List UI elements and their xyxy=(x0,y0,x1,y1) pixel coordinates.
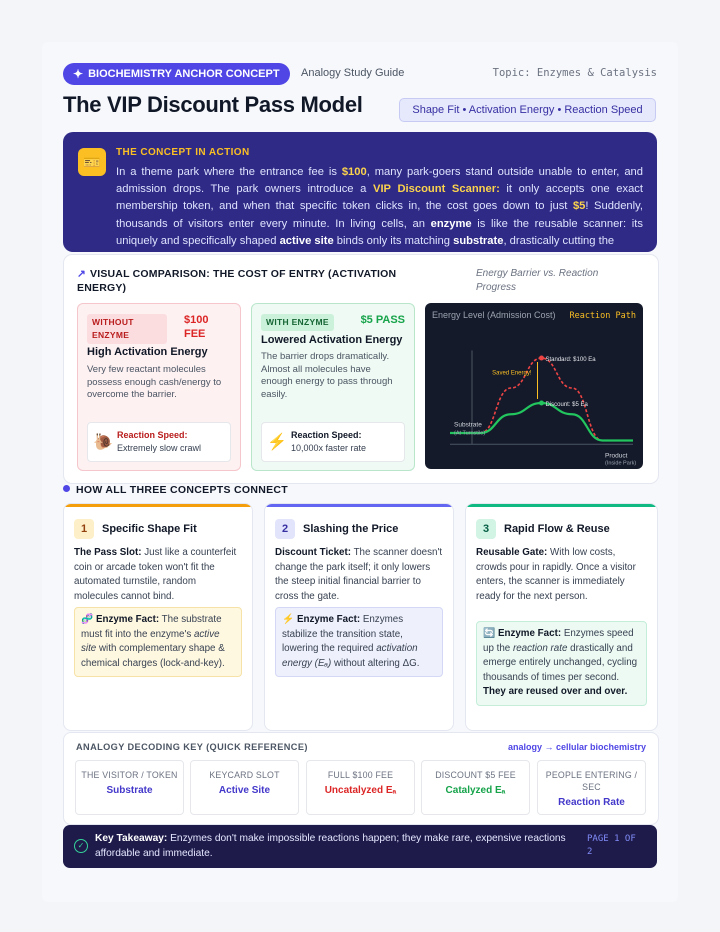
trend-icon: ↗ xyxy=(77,268,86,280)
with-desc: The barrier drops dramatically. Almost all molecules have enough energy to pass through easily. xyxy=(261,351,393,400)
without-speed-label: Reaction Speed: xyxy=(117,430,188,440)
without-title: High Activation Energy xyxy=(87,346,208,358)
chart-x-label: Reaction Path xyxy=(569,311,636,321)
chart-y-label: Energy Level (Admission Cost) xyxy=(432,310,556,320)
visual-heading: ↗ VISUAL COMPARISON: THE COST OF ENTRY (ACTIVATION ENERGY) xyxy=(77,268,397,294)
peak-point xyxy=(539,356,544,361)
step-accent-bar xyxy=(64,504,252,507)
concept-text: In a theme park where the entrance fee is $100, many park-goers stand outside unable to enter, and admission drops. The park owners introduce a VIP Discount Scanner: it only accepts one exact membership token, and when that specific token clicks in, the cost goes down to just $5! Suddenly, thousands of visitors enter every minute. In living cells, an enzyme is like the reusable scanner: its uniquely and specifically shaped active site binds only its matching substrate, drastically cutting the xyxy=(116,166,643,247)
step-title: Specific Shape Fit xyxy=(102,523,197,535)
lightning-icon: ⚡ xyxy=(267,434,287,451)
key-cell: PEOPLE ENTERING / SEC Reaction Rate xyxy=(537,760,646,815)
page-title: The VIP Discount Pass Model xyxy=(63,92,363,117)
page-number: PAGE 1 OF 2 xyxy=(587,834,636,857)
key-cell: FULL $100 FEE Uncatalyzed Eₐ xyxy=(306,760,415,815)
enzyme-fact: 🔄 Enzyme Fact: Enzymes speed up the reaction rate drastically and emerge entirely unchanged, cycling thousands of times per second. They are reused over and over. xyxy=(476,621,647,706)
substrate-label: Substrate xyxy=(454,421,482,429)
snail-icon: 🐌 xyxy=(93,434,113,451)
takeaway-text: Key Takeaway: Enzymes don't make impossible reactions happen; they make rare, expensive reactions affordable and immediate. xyxy=(95,833,566,859)
key-mapping-note: analogy → cellular biochemistry xyxy=(507,742,646,752)
energy-chart-svg xyxy=(425,303,643,469)
without-badge: WITHOUT ENZYME xyxy=(87,314,167,344)
without-fee: $100 FEE xyxy=(184,314,209,340)
with-speed-label: Reaction Speed: xyxy=(291,430,362,440)
visual-comparison xyxy=(63,254,659,484)
visual-aside: Energy Barrier vs. Reaction Progress xyxy=(476,268,599,293)
header xyxy=(63,63,657,87)
without-speed-value: Extremely slow crawl xyxy=(117,443,202,453)
step-title: Rapid Flow & Reuse xyxy=(504,523,610,535)
step-card-3 xyxy=(465,503,658,731)
connect-heading: HOW ALL THREE CONCEPTS CONNECT xyxy=(63,484,288,496)
with-enzyme-card xyxy=(251,303,415,471)
study-guide-page xyxy=(42,42,678,902)
dna-icon: 🧬 xyxy=(81,614,94,625)
with-title: Lowered Activation Energy xyxy=(261,334,403,346)
with-fee: $5 PASS xyxy=(360,314,405,326)
saved-energy-label: Saved Energy! xyxy=(492,370,532,377)
lightning-icon: ⚡ xyxy=(282,614,295,625)
with-speed-box xyxy=(261,422,405,462)
step-body: Discount Ticket: The scanner doesn't change the park itself; it only lowers the steep initial financial barrier to cross the gate. xyxy=(275,547,443,602)
bullet-dot-icon xyxy=(63,485,70,492)
step-accent-bar xyxy=(466,504,657,507)
without-speed-box xyxy=(87,422,231,462)
takeaway-footer xyxy=(63,825,657,868)
topic-label: Topic: Enzymes & Catalysis xyxy=(492,67,657,79)
key-cell: THE VISITOR / TOKEN Substrate xyxy=(75,760,184,815)
ticket-icon: 🎫 xyxy=(78,148,106,176)
step-card-2 xyxy=(264,503,454,731)
guide-subtitle: Analogy Study Guide xyxy=(301,67,405,79)
sparkle-icon: ✦ xyxy=(73,67,84,81)
step-body: Reusable Gate: With low costs, crowds pour in rapidly. Once a visitor enters, the scanner is immediately ready for the next person. xyxy=(476,547,636,602)
without-enzyme-card xyxy=(77,303,241,471)
substrate-sublabel: (At Turnstile) xyxy=(454,430,486,437)
product-label: Product xyxy=(605,452,628,460)
enzyme-fact: ⚡ Enzyme Fact: Enzymes stabilize the transition state, lowering the required activation energy (Eₐ) without altering ΔG. xyxy=(275,607,443,677)
without-desc: Very few reactant molecules possess enough cash/energy to overcome the barrier. xyxy=(87,364,222,400)
key-title: ANALOGY DECODING KEY (QUICK REFERENCE) xyxy=(76,742,308,752)
peak-point xyxy=(539,401,544,406)
step-number: 2 xyxy=(275,519,295,539)
with-speed-value: 10,000x faster rate xyxy=(291,443,367,453)
category-tag-label: BIOCHEMISTRY ANCHOR CONCEPT xyxy=(88,68,280,80)
key-cell: KEYCARD SLOT Active Site xyxy=(190,760,299,815)
concept-label: THE CONCEPT IN ACTION xyxy=(116,147,250,158)
with-badge: WITH ENZYME xyxy=(261,314,334,331)
step-body: The Pass Slot: Just like a counterfeit coin or arcade token won't fit the automated turnstile, random molecules cannot bind. xyxy=(74,547,237,602)
cycle-icon: 🔄 xyxy=(483,628,496,639)
step-card-1 xyxy=(63,503,253,731)
enzyme-fact: 🧬 Enzyme Fact: The substrate must fit into the enzyme's active site with complementary shape & chemical charges (lock-and-key). xyxy=(74,607,242,677)
check-circle-icon: ✓ xyxy=(74,839,88,853)
peak-label: Discount: $5 Ea xyxy=(545,402,588,408)
topic-pills: Shape Fit • Activation Energy • Reaction Speed xyxy=(399,98,656,122)
decoding-key xyxy=(63,732,659,825)
energy-chart xyxy=(425,303,643,469)
product-sublabel: (Inside Park) xyxy=(605,460,637,467)
category-tag xyxy=(63,63,290,85)
step-number: 1 xyxy=(74,519,94,539)
step-title: Slashing the Price xyxy=(303,523,399,535)
key-cell: DISCOUNT $5 FEE Catalyzed Eₐ xyxy=(421,760,530,815)
concept-card xyxy=(63,132,657,252)
peak-label: Standard: $100 Ea xyxy=(545,357,596,363)
step-number: 3 xyxy=(476,519,496,539)
step-accent-bar xyxy=(265,504,453,507)
